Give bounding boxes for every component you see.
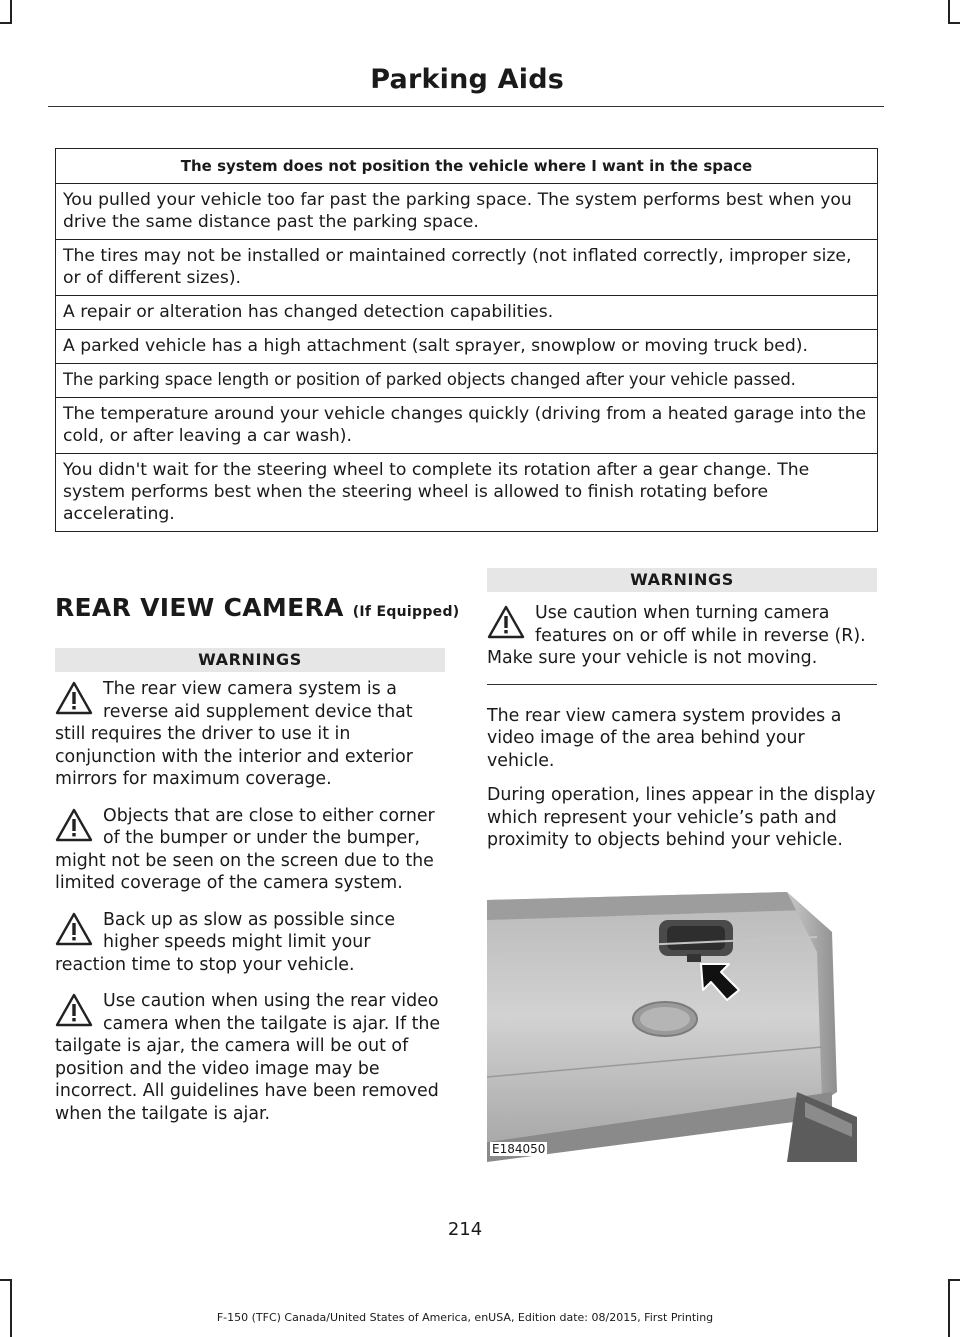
table-row: A repair or alteration has changed detection capabilities. (56, 296, 878, 330)
table-row: You didn't wait for the steering wheel to complete its rotation after a gear change. The system performs best when the steering wheel is allowed to finish rotating before accelerating. (56, 454, 878, 532)
crop-mark (948, 22, 960, 24)
table-row: The tires may not be installed or maintained correctly (not inflated correctly, improper size, or of different sizes). (56, 240, 878, 296)
warning-item (55, 678, 445, 791)
warning-triangle-icon (55, 681, 93, 715)
warning-text: Back up as slow as possible since higher speeds might limit your reaction time to stop your vehicle. (55, 909, 396, 975)
warning-item (55, 805, 445, 895)
table-row: The parking space length or position of parked objects changed after your vehicle passed. (56, 364, 878, 398)
crop-mark (948, 1281, 950, 1337)
warning-text: The rear view camera system is a reverse aid supplement device that still requires the driver to use it in conjunction with the interior and exterior mirrors for maximum coverage. (55, 679, 413, 789)
crop-mark (0, 1279, 12, 1281)
crop-mark (10, 0, 12, 24)
warning-item (487, 602, 877, 670)
page-number: 214 (447, 1219, 483, 1240)
table-row: A parked vehicle has a high attachment (salt sprayer, snowplow or moving truck bed). (56, 330, 878, 364)
crop-mark (948, 0, 950, 24)
tailgate-illustration (487, 892, 877, 1162)
figure-code: E184050 (492, 1142, 546, 1156)
table-heading: The system does not position the vehicle where I want in the space (56, 149, 878, 184)
warning-text: Objects that are close to either corner of the bumper or under the bumper, might not be seen on the screen due to the limited coverage of the camera system. (55, 805, 435, 893)
warning-triangle-icon (487, 605, 525, 639)
warnings-label: WARNINGS (55, 648, 445, 672)
troubleshooting-table (55, 148, 878, 532)
warning-text: Use caution when using the rear video camera when the tailgate is ajar. If the tailgate is ajar, the camera will be out of position and the video image may be incorrect. All guidelines have been removed when the tailgate is ajar. (55, 991, 441, 1124)
crop-mark (0, 22, 12, 24)
crop-mark (948, 1279, 960, 1281)
divider (487, 684, 877, 685)
warning-text: Use caution when turning camera features on or off while in reverse (R). Make sure your vehicle is not moving. (487, 603, 866, 668)
warning-item (55, 990, 445, 1125)
table-row: You pulled your vehicle too far past the parking space. The system performs best when you drive the same distance past the parking space. (56, 184, 878, 240)
page-title: Parking Aids (370, 64, 564, 95)
section-title (55, 593, 459, 622)
section-qualifier: (If Equipped) (352, 604, 460, 620)
right-column (487, 568, 877, 852)
crop-mark (10, 1281, 12, 1337)
arrow-pointer-icon (699, 962, 741, 1002)
paragraph: The rear view camera system provides a video image of the area behind your vehicle. (487, 705, 842, 771)
section-title-text: REAR VIEW CAMERA (55, 593, 344, 622)
warning-triangle-icon (55, 808, 93, 842)
paragraph: During operation, lines appear in the display which represent your vehicle’s path and proximity to objects behind your vehicle. (487, 785, 876, 850)
warning-triangle-icon (55, 993, 93, 1027)
page-header (48, 58, 884, 107)
warning-triangle-icon (55, 912, 93, 946)
left-column (55, 648, 445, 1125)
table-row: The temperature around your vehicle changes quickly (driving from a heated garage into the cold, or after leaving a car wash). (56, 398, 878, 454)
page-footer: F-150 (TFC) Canada/United States of America, enUSA, Edition date: 08/2015, First Printing (216, 1311, 714, 1324)
tailgate-camera-figure (487, 892, 877, 1162)
warning-item (55, 909, 445, 977)
warnings-label: WARNINGS (487, 568, 877, 592)
